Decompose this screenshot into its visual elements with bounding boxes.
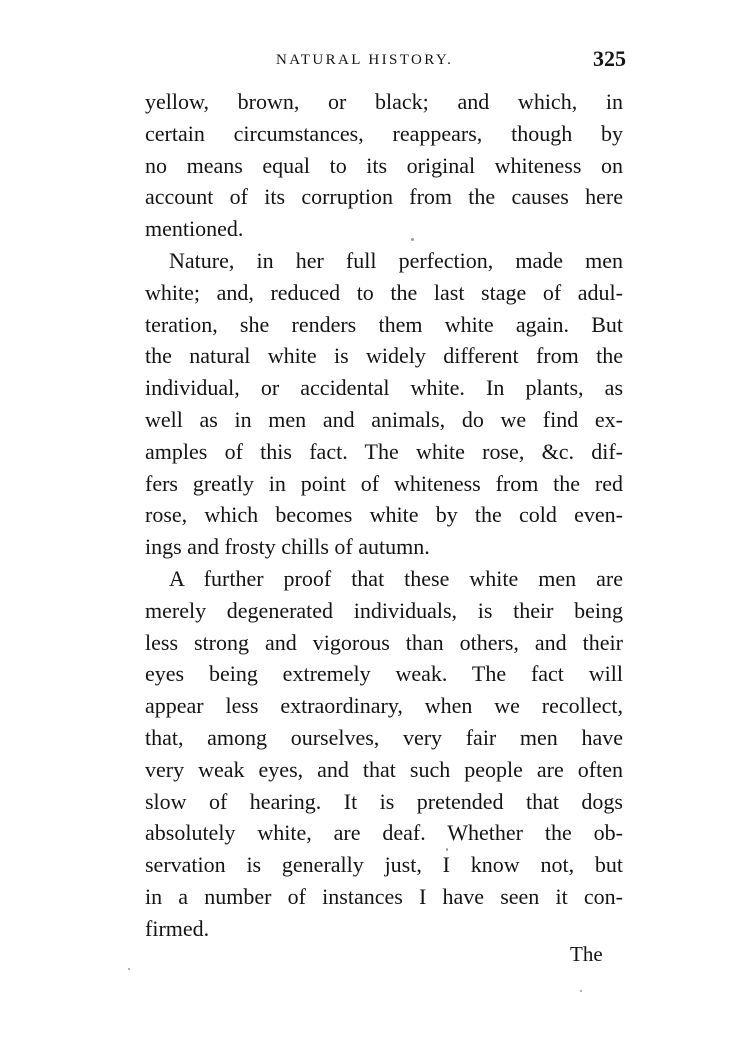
text-line: A further proof that these white men are xyxy=(169,565,623,591)
print-speck xyxy=(580,990,582,992)
running-head xyxy=(140,46,630,78)
text-line: rose, which becomes white by the cold even- xyxy=(145,502,623,528)
text-line: mentioned. xyxy=(145,216,244,242)
print-speck xyxy=(128,968,130,970)
running-title: NATURAL HISTORY. xyxy=(276,52,454,68)
paragraph xyxy=(145,563,623,945)
text-line: white; and, reduced to the last stage of adul- xyxy=(145,279,623,305)
text-line: Nature, in her full perfection, made men xyxy=(169,247,623,273)
paragraph xyxy=(145,86,623,245)
text-line: appear less extraordinary, when we recollect, xyxy=(145,693,623,719)
paragraph xyxy=(145,245,623,563)
text-line: absolutely white, are deaf. Whether the ob- xyxy=(145,820,623,846)
text-line: very weak eyes, and that such people are often xyxy=(145,756,623,782)
text-line: amples of this fact. The white rose, &c. dif- xyxy=(145,438,623,464)
text-line: no means equal to its original whiteness on xyxy=(145,152,623,178)
text-line: less strong and vigorous than others, and their xyxy=(145,629,623,655)
text-line: ings and frosty chills of autumn. xyxy=(145,534,430,560)
text-line: certain circumstances, reappears, though by xyxy=(145,120,623,146)
text-line: individual, or accidental white. In plants, as xyxy=(145,375,623,401)
body-text xyxy=(145,86,623,945)
page-number: 325 xyxy=(593,46,626,71)
print-speck xyxy=(411,238,414,241)
text-line: yellow, brown, or black; and which, in xyxy=(145,89,623,114)
text-line: firmed. xyxy=(145,915,210,941)
text-line: merely degenerated individuals, is their being xyxy=(145,597,623,623)
text-line: fers greatly in point of whiteness from the red xyxy=(145,470,623,496)
text-line: the natural white is widely different from the xyxy=(145,343,623,369)
text-line: servation is generally just, I know not, but xyxy=(145,852,623,878)
text-line: in a number of instances I have seen it con- xyxy=(145,883,623,909)
print-speck xyxy=(446,848,448,851)
text-line: slow of hearing. It is pretended that dogs xyxy=(145,788,623,814)
catchword: The xyxy=(570,942,603,966)
text-line: teration, she renders them white again. But xyxy=(145,311,623,337)
text-line: eyes being extremely weak. The fact will xyxy=(145,661,623,687)
text-line: that, among ourselves, very fair men have xyxy=(145,724,623,750)
text-line: well as in men and animals, do we find ex- xyxy=(145,406,623,432)
text-line: account of its corruption from the causes here xyxy=(145,184,623,210)
